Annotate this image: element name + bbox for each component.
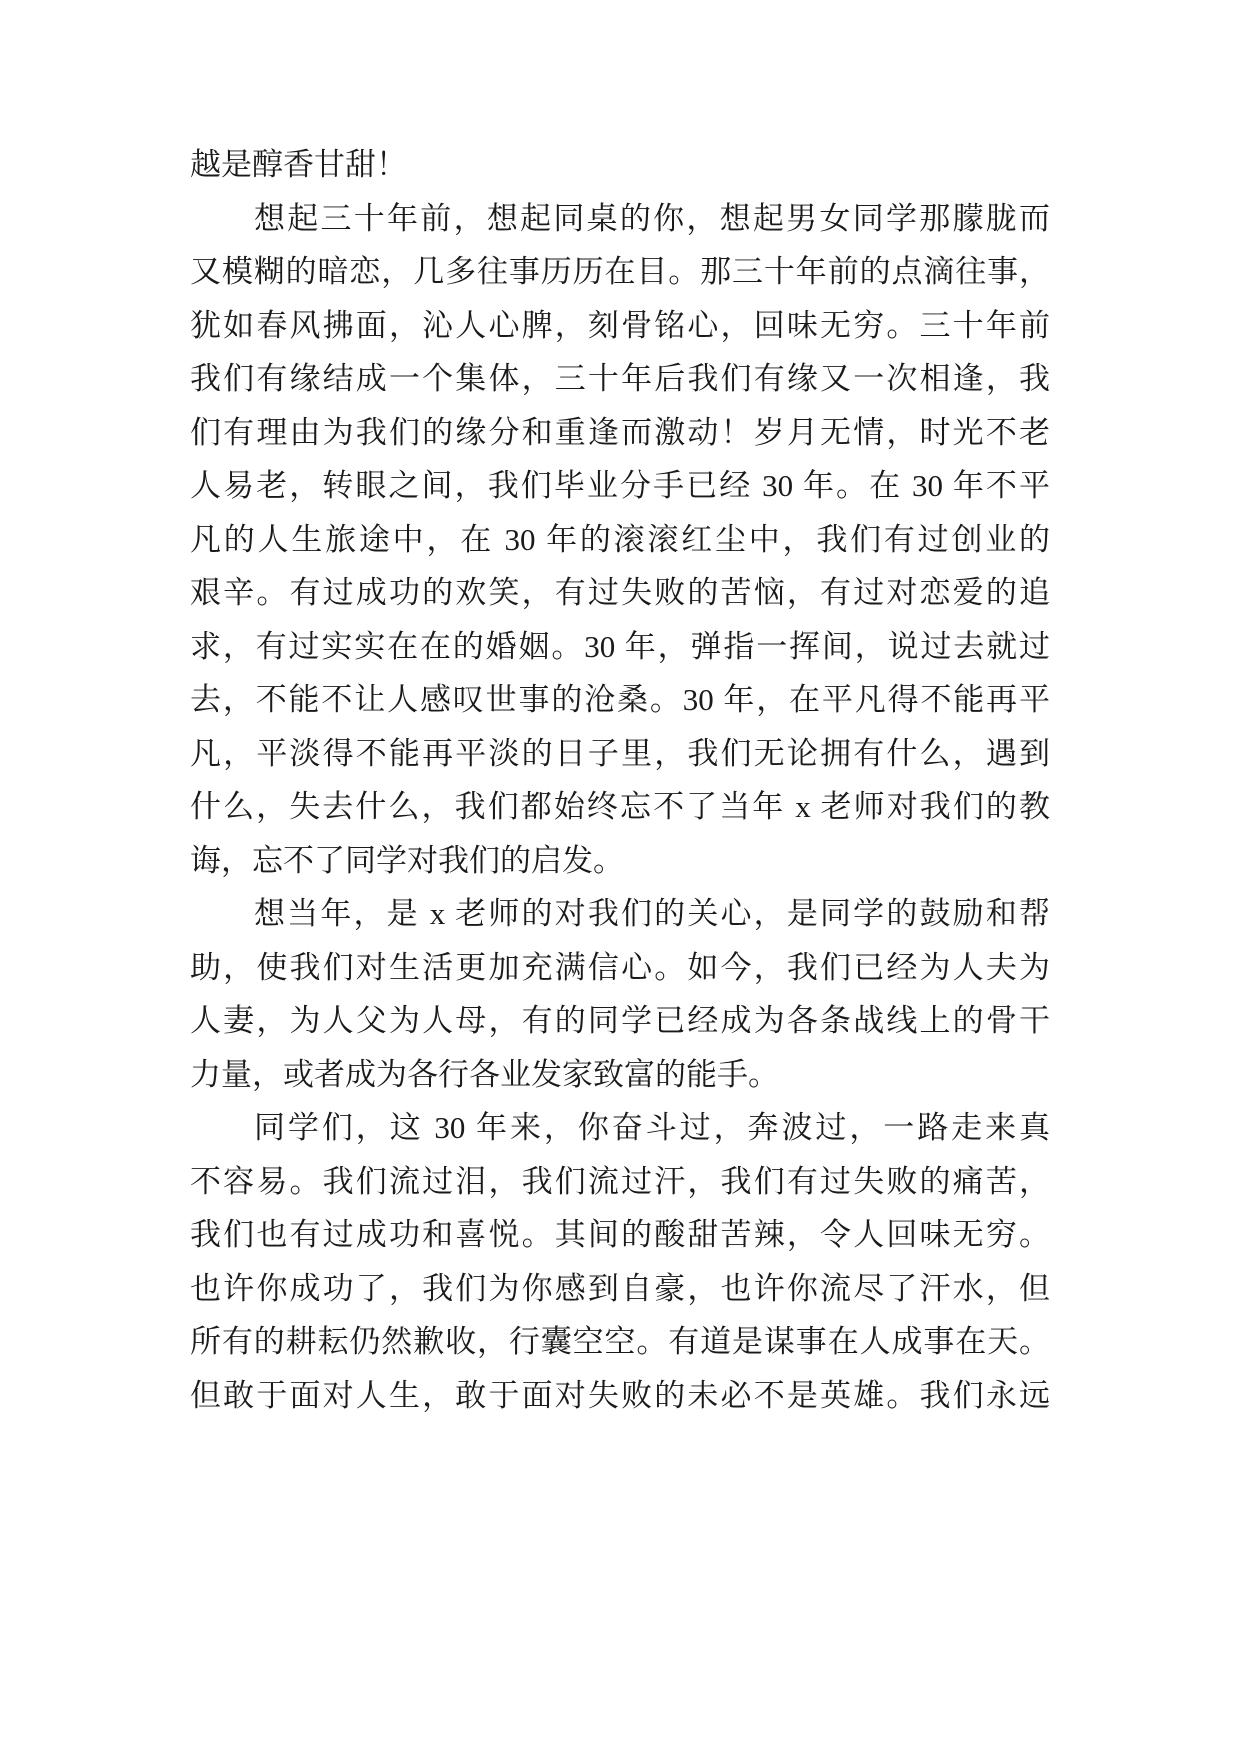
- text-line: 力量，或者成为各行各业发家致富的能手。: [190, 1056, 779, 1092]
- text-line: 但敢于面对人生，敢于面对失败的未必不是英雄。我们永远: [190, 1377, 1050, 1413]
- text-line: 人妻，为人父为人母，有的同学已经成为各条战线上的骨干: [190, 1003, 1050, 1038]
- text-line: 艰辛。有过成功的欢笑，有过失败的苦恼，有过对恋爱的追: [190, 575, 1050, 610]
- text-line: 去，不能不让人感叹世事的沧桑。30 年，在平凡得不能再平: [190, 682, 1050, 717]
- text-line: 人易老，转眼之间，我们毕业分手已经 30 年。在 30 年不平: [190, 468, 1050, 503]
- text-line: 凡的人生旅途中，在 30 年的滚滚红尘中，我们有过创业的: [190, 521, 1050, 557]
- text-line: 想当年，是 x 老师的对我们的关心，是同学的鼓励和帮: [254, 896, 1050, 931]
- text-line: 们有理由为我们的缘分和重逢而激动！岁月无情，时光不老: [190, 414, 1050, 450]
- text-line: 助，使我们对生活更加充满信心。如今，我们已经为人夫为: [190, 949, 1050, 985]
- text-line: 所有的耕耘仍然歉收，行囊空空。有道是谋事在人成事在天。: [190, 1324, 1050, 1359]
- text-line: 什么，失去什么，我们都始终忘不了当年 x 老师对我们的教: [190, 789, 1050, 824]
- text-line: 想起三十年前，想起同桌的你，想起男女同学那朦胧而: [254, 200, 1050, 236]
- text-line: 我们有缘结成一个集体，三十年后我们有缘又一次相逢，我: [190, 361, 1050, 396]
- paragraph-continued: [190, 138, 1050, 192]
- text-line: 凡，平淡得不能再平淡的日子里，我们无论拥有什么，遇到: [190, 735, 1050, 771]
- paragraph-teacher: [190, 887, 1050, 1101]
- paragraph-memories: [190, 192, 1050, 888]
- text-line: 同学们，这 30 年来，你奋斗过，奔波过，一路走来真: [254, 1110, 1050, 1145]
- text-line: 又模糊的暗恋，几多往事历历在目。那三十年前的点滴往事，: [190, 254, 1050, 289]
- text-line: 犹如春风拂面，沁人心脾，刻骨铭心，回味无穷。三十年前: [190, 307, 1050, 343]
- text-line: 越是醇香甘甜！: [190, 147, 407, 182]
- text-line: 诲，忘不了同学对我们的启发。: [190, 842, 624, 878]
- text-line: 我们也有过成功和喜悦。其间的酸甜苦辣，令人回味无穷。: [190, 1217, 1050, 1252]
- text-line: 不容易。我们流过泪，我们流过汗，我们有过失败的痛苦，: [190, 1163, 1050, 1199]
- text-line: 求，有过实实在在的婚姻。30 年，弹指一挥间，说过去就过: [190, 628, 1050, 664]
- paragraph-classmates: [190, 1101, 1050, 1422]
- text-line: 也许你成功了，我们为你感到自豪，也许你流尽了汗水，但: [190, 1270, 1050, 1306]
- document-body: [190, 138, 1050, 1422]
